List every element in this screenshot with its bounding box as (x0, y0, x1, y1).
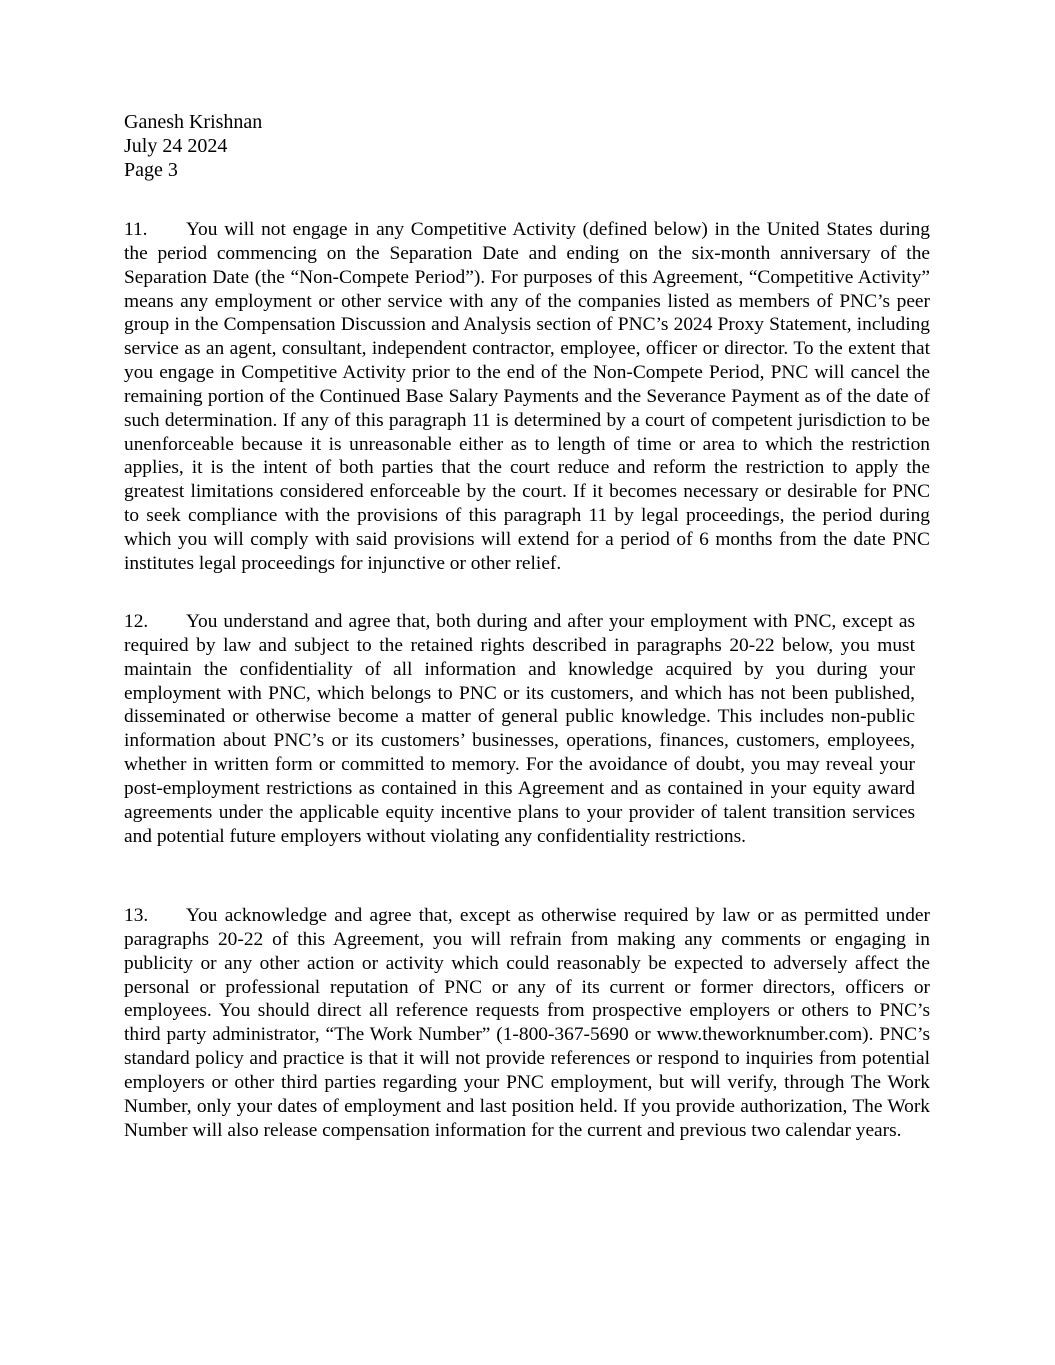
page-number: Page 3 (124, 159, 178, 181)
paragraph-text: You will not engage in any Competitive Activity (defined below) in the United States during the period commencing on the Separation Date and ending on the six-month anniversary of the Separation Date (the “Non-Compete Period”). For purposes of this Agreement, “Competitive Activity” means any employment or other service with any of the companies listed as members of PNC’s peer group in the Compensation Discussion and Analysis section of PNC’s 2024 Proxy Statement, including service as an agent, consultant, independent contractor, employee, officer or director. To the extent that you engage in Competitive Activity prior to the end of the Non-Compete Period, PNC will cancel the remaining portion of the Continued Base Salary Payments and the Severance Payment as of the date of such determination. If any of this paragraph 11 is determined by a court of competent jurisdiction to be unenforceable because it is unreasonable either as to length of time or area to which the restriction applies, it is the intent of both parties that the court reduce and reform the restriction to apply the greatest limitations considered enforceable by the court. If it becomes necessary or desirable for PNC to seek compliance with the provisions of this paragraph 11 by legal proceedings, the period during which you will comply with said provisions will extend for a period of 6 months from the date PNC institutes legal proceedings for injunctive or other relief. (124, 219, 930, 574)
letter-header (124, 110, 262, 182)
paragraph-13 (124, 904, 930, 1142)
paragraph-number: 13. (124, 905, 149, 926)
paragraph-11 (124, 218, 930, 576)
paragraph-text: You understand and agree that, both during and after your employment with PNC, except as required by law and subject to the retained rights described in paragraphs 20-22 below, you must maintain the confidentiality of all information and knowledge acquired by you during your employment with PNC, which belongs to PNC or its customers, and which has not been published, disseminated or otherwise become a matter of general public knowledge. This includes non-public information about PNC’s or its customers’ businesses, operations, finances, customers, employees, whether in written form or committed to memory. For the avoidance of doubt, you may reveal your post-employment restrictions as contained in this Agreement and as contained in your equity award agreements under the applicable equity incentive plans to your provider of talent transition services and potential future employers without violating any confidentiality restrictions. (124, 611, 915, 847)
recipient-name: Ganesh Krishnan (124, 111, 263, 133)
paragraph-text: You acknowledge and agree that, except as otherwise required by law or as permitted under paragraphs 20-22 of this Agreement, you will refrain from making any comments or engaging in publicity or any other action or activity which could reasonably be expected to adversely affect the personal or professional reputation of PNC or any of its current or former directors, officers or employees. You should direct all reference requests from prospective employers or others to PNC’s third party administrator, “The Work Number” (1-800-367-5690 or www.theworknumber.com). PNC’s standard policy and practice is that it will not provide references or respond to inquiries from potential employers or other third parties regarding your PNC employment, but will verify, through The Work Number, only your dates of employment and last position held. If you provide authorization, The Work Number will also release compensation information for the current and previous two calendar years. (124, 905, 930, 1141)
paragraph-number: 12. (124, 611, 149, 632)
paragraph-number: 11. (124, 219, 148, 240)
letter-date: July 24 2024 (124, 135, 228, 157)
paragraph-12 (124, 610, 915, 848)
